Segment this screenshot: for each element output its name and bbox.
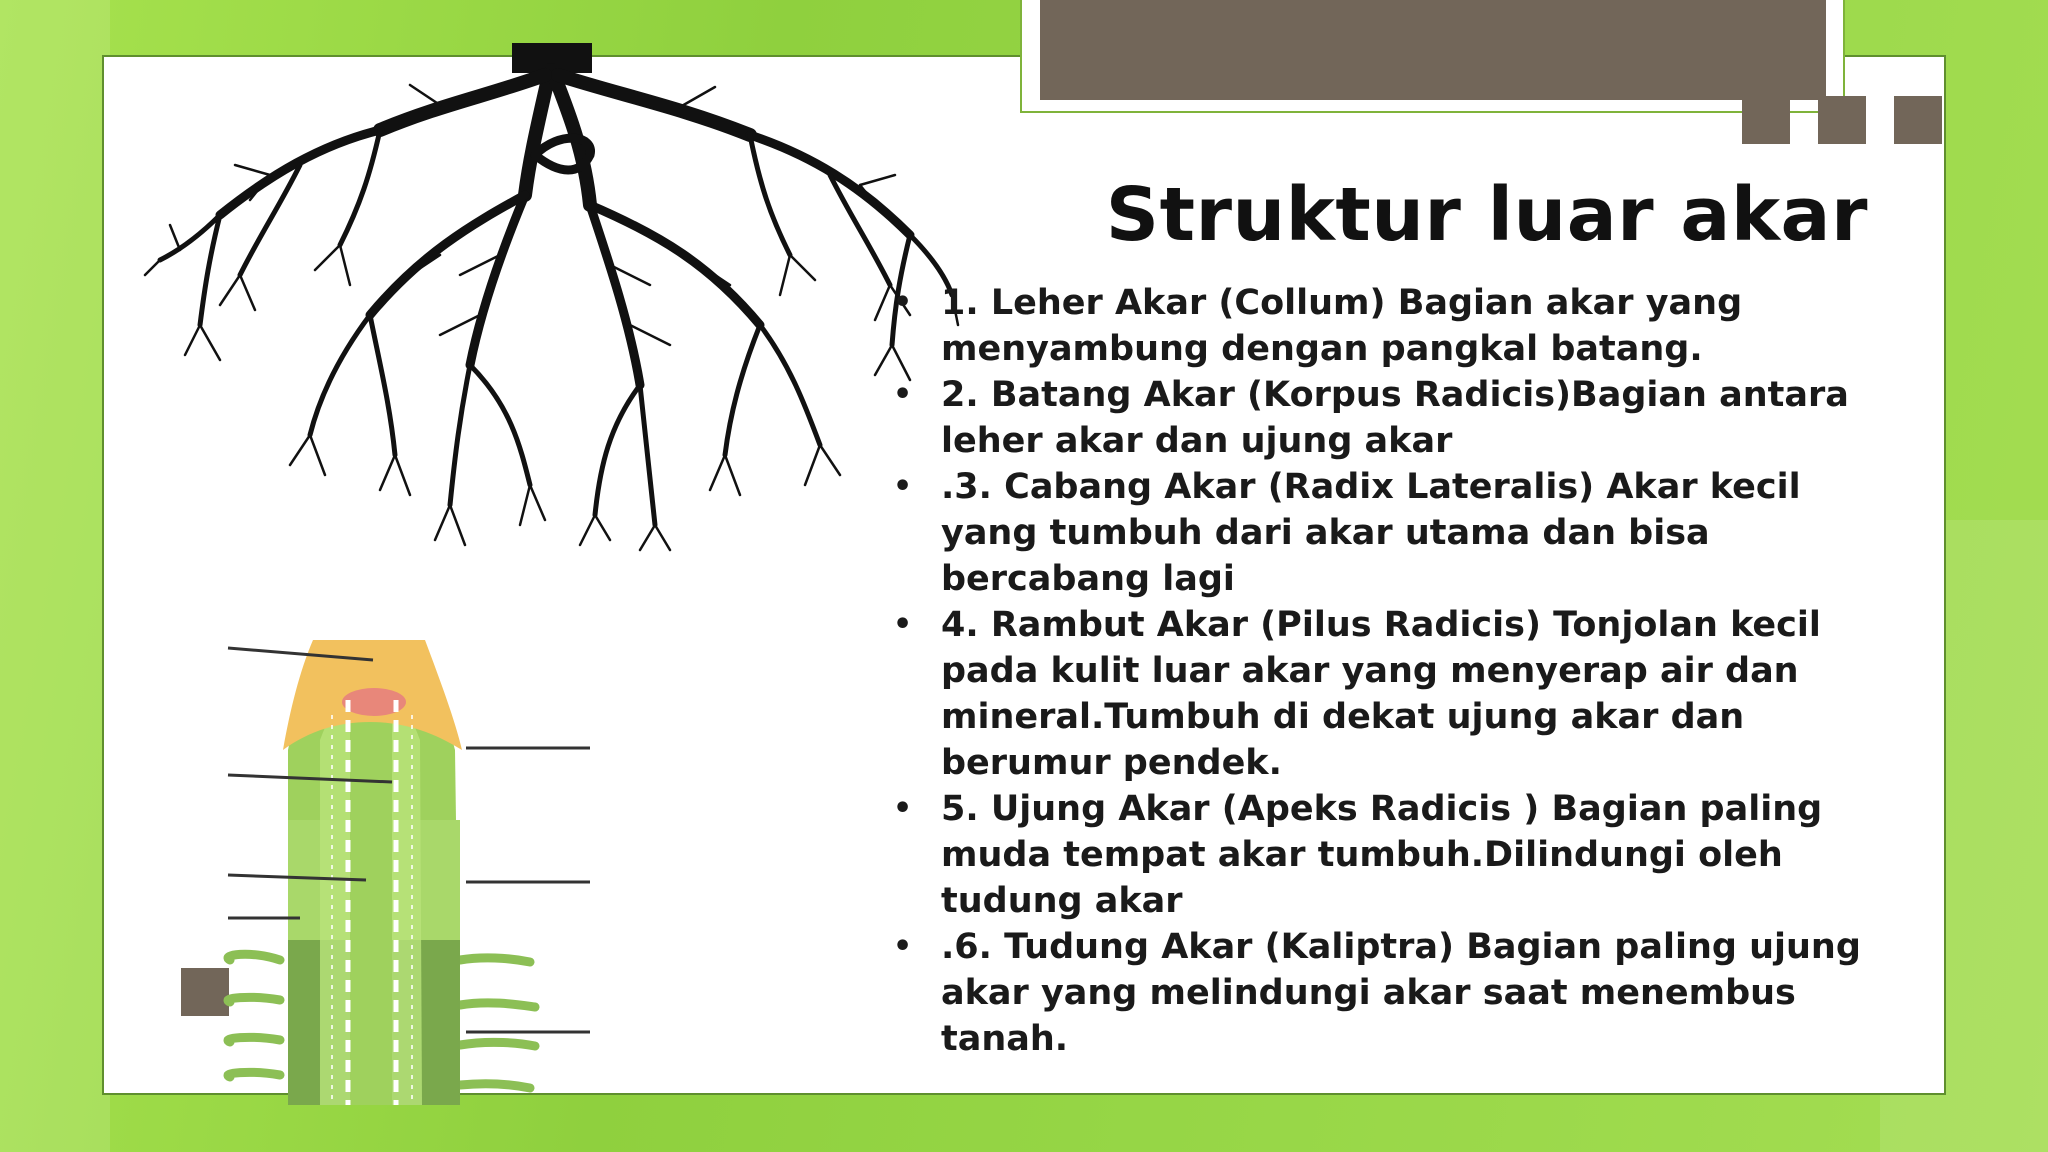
list-item: • 5. Ujung Akar (Apeks Radicis ) Bagian paling muda tempat akar tumbuh.Dilindungi oleh tudung akar [885,786,1905,924]
bullet-list [885,280,1905,1062]
list-item: • .6. Tudung Akar (Kaliptra) Bagian paling ujung akar yang melindungi akar saat menembus tanah. [885,924,1905,1062]
root-tip-illustration [170,630,600,1105]
list-item: • 4. Rambut Akar (Pilus Radicis) Tonjolan kecil pada kulit luar akar yang menyerap air dan mineral.Tumbuh di dekat ujung akar dan berumur pendek. [885,602,1905,786]
background-shape [0,0,110,1152]
decorative-square [1894,96,1942,144]
list-item: • 2. Batang Akar (Korpus Radicis)Bagian antara leher akar dan ujung akar [885,372,1905,464]
root-system-illustration [140,35,960,555]
title-bar [1040,0,1826,100]
list-item: • .3. Cabang Akar (Radix Lateralis) Akar kecil yang tumbuh dari akar utama dan bisa bercabang lagi [885,464,1905,602]
list-item: • 1. Leher Akar (Collum) Bagian akar yang menyambung dengan pangkal batang. [885,280,1905,372]
decorative-square [1818,96,1866,144]
slide-title: Struktur luar akar [1105,172,1868,258]
decorative-square [1742,96,1790,144]
